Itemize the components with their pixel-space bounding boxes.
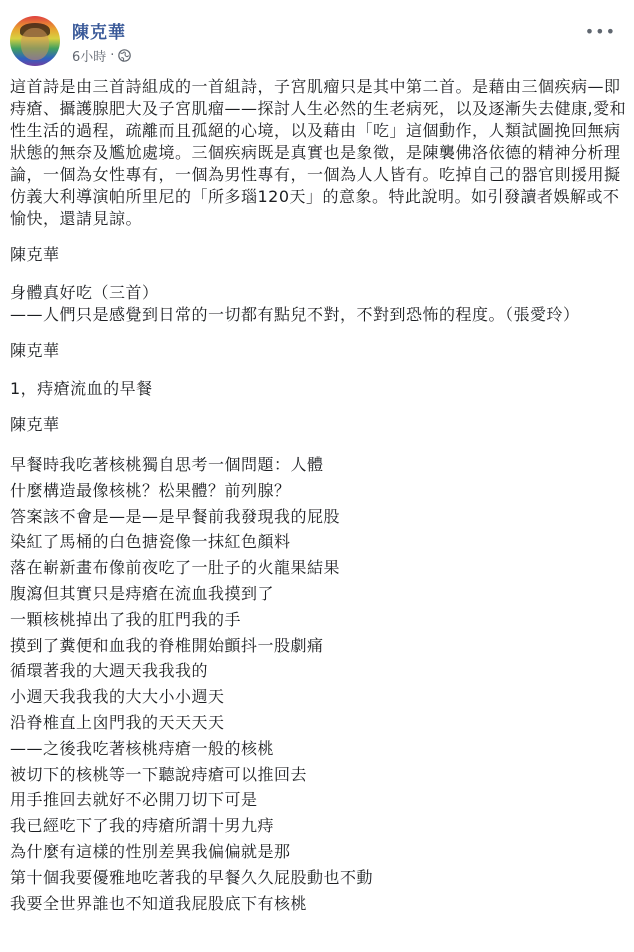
author-signature: 陳克華 <box>10 341 60 360</box>
more-options-icon[interactable]: ••• <box>584 22 616 41</box>
poem-line: 早餐時我吃著核桃獨自思考一個問題：人體 <box>10 455 324 474</box>
author-signature: 陳克華 <box>10 245 60 264</box>
poem-line: 我已經吃下了我的痔瘡所謂十男九痔 <box>10 816 275 836</box>
poem-section-title: 1，痔瘡流血的早餐 <box>10 379 153 398</box>
avatar[interactable] <box>10 16 60 66</box>
poem-line: ——之後我吃著核桃痔瘡一般的核桃 <box>10 738 275 758</box>
post-time[interactable]: 6小時 <box>72 50 107 65</box>
poem-line: 我要全世界誰也不知道我屁股底下有核桃 <box>10 893 308 913</box>
poem-line: 答案該不會是—是—是早餐前我發現我的屁股 <box>10 506 341 526</box>
globe-icon[interactable] <box>118 49 131 62</box>
poem-line: 為什麼有這樣的性別差異我偏偏就是那 <box>10 841 291 861</box>
author-name[interactable]: 陳克華 <box>72 23 126 43</box>
post-meta <box>72 46 131 65</box>
post-intro: 這首詩是由三首詩組成的一首組詩，子宮肌瘤只是其中第二首。是藉由三個疾病—即痔瘡、攝護腺肥大及子宮肌瘤——探討人生必然的生老病死，以及逐漸失去健康,愛和性生活的過程，疏離而且孤絕的心境，以及藉由「吃」這個動作，人類試圖挽回無病狀態的無奈及尷尬處境。三個疾病既是真實也是象徵，是陳襲佛洛依德的精神分析理論，一個為女性專有，一個為男性專有，一個為人人皆有。吃掉自己的器官則援用擬仿義大利導演帕所里尼的「所多瑙120天」的意象。特此說明。如引發讀者娛解或不愉快，還請見諒。 <box>10 77 627 228</box>
poem-line: 第十個我要優雅地吃著我的早餐久久屁股動也不動 <box>10 867 374 887</box>
poem-line: 被切下的核桃等一下聽說痔瘡可以推回去 <box>10 764 308 784</box>
poem-line: 摸到了糞便和血我的脊椎開始顫抖一股劇痛 <box>10 635 324 655</box>
poem-line: 染紅了馬桶的白色搪瓷像一抹紅色顏料 <box>10 532 291 552</box>
poem-line: 小週天我我我的大大小小週天 <box>10 687 225 707</box>
poem-line: 腹瀉但其實只是痔瘡在流血我摸到了 <box>10 583 275 603</box>
poem-line: 什麼構造最像核桃？松果體？前列腺？ <box>10 480 291 500</box>
post-header <box>10 12 624 68</box>
poem-line: 用手推回去就好不必開刀切下可是 <box>10 790 258 810</box>
avatar-face <box>21 28 49 60</box>
poem-line: 落在嶄新畫布像前夜吃了一肚子的火龍果結果 <box>10 558 341 578</box>
poem-title-block: 身體真好吃（三首） ——人們只是感覺到日常的一切都有點兒不對，不對到恐怖的程度。（張愛玲） <box>10 283 580 324</box>
poem-line: 循環著我的大週天我我我的 <box>10 661 209 681</box>
poem-line: 沿脊椎直上囟門我的天天天天 <box>10 712 225 732</box>
post-body <box>10 76 628 916</box>
poem-lines <box>10 452 628 916</box>
poem-line: 一顆核桃掉出了我的肛門我的手 <box>10 609 242 629</box>
meta-separator: · <box>110 48 115 63</box>
author-signature: 陳克華 <box>10 415 60 434</box>
